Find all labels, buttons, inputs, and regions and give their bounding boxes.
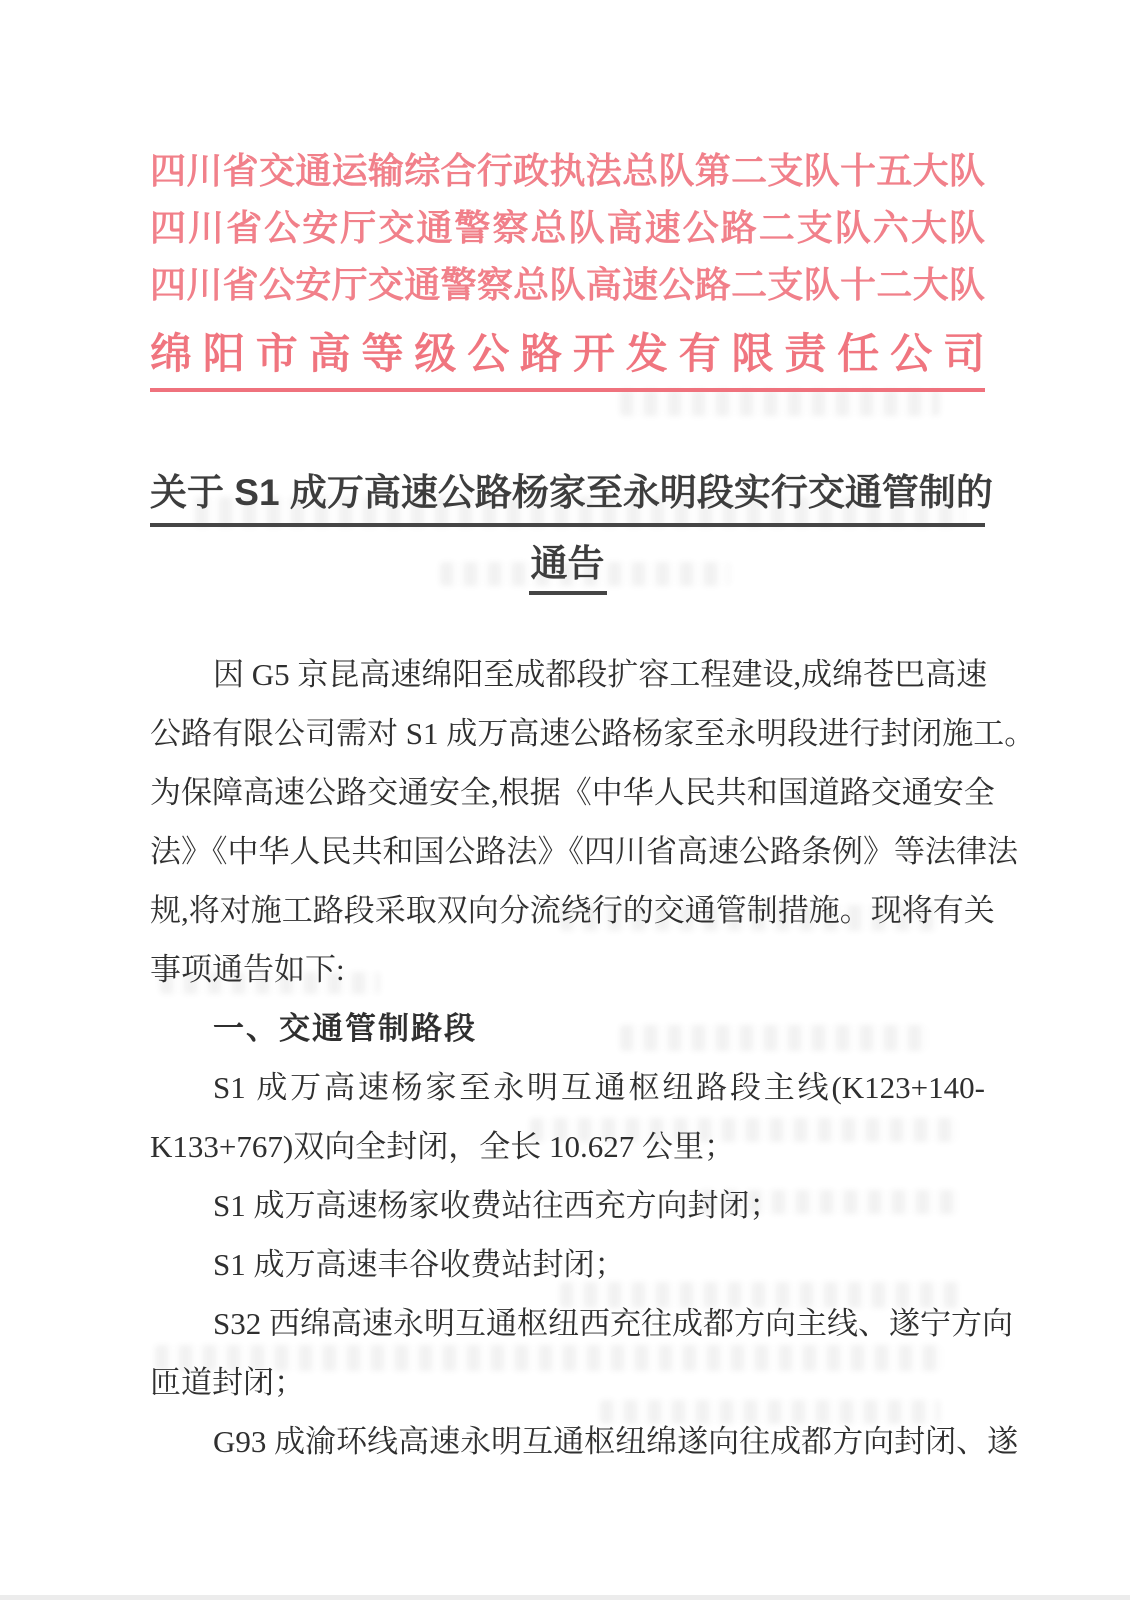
letterhead bbox=[150, 142, 985, 392]
body-line: S1 成万高速杨家至永明互通枢纽路段主线(K123+140- bbox=[213, 1070, 985, 1105]
agency-line-3: 四川省公安厅交通警察总队高速公路二支队十二大队 bbox=[150, 264, 985, 305]
body-line: 规,将对施工路段采取双向分流绕行的交通管制措施。现将有关 bbox=[150, 893, 995, 928]
body-line: 因 G5 京昆高速绵阳至成都段扩容工程建设,成绵苍巴高速 bbox=[213, 657, 988, 692]
body-line: G93 成渝环线高速永明互通枢纽绵遂向往成都方向封闭、遂 bbox=[213, 1424, 1019, 1459]
notice-title-line-2: 通告 bbox=[529, 541, 607, 595]
notice-title-line-2-wrap bbox=[150, 541, 985, 595]
body-line: 公路有限公司需对 S1 成万高速公路杨家至永明段进行封闭施工。 bbox=[150, 716, 1036, 751]
body-line: 为保障高速公路交通安全,根据《中华人民共和国道路交通安全 bbox=[150, 775, 995, 810]
body-line: S32 西绵高速永明互通枢纽西充往成都方向主线、遂宁方向 bbox=[213, 1306, 1013, 1341]
notice-document bbox=[150, 142, 1036, 1471]
body-line: 法》《中华人民共和国公路法》《四川省高速公路条例》等法律法 bbox=[150, 834, 1018, 869]
body-line: S1 成万高速丰谷收费站封闭； bbox=[213, 1247, 626, 1282]
notice-title-line-1: 关于 S1 成万高速公路杨家至永明段实行交通管制的 bbox=[150, 470, 985, 527]
company-name: 绵阳市高等级公路开发有限责任公司 bbox=[150, 329, 985, 392]
section-heading: 一、交通管制路段 bbox=[213, 1011, 477, 1046]
notice-title bbox=[150, 470, 993, 595]
body-line: 事项通告如下: bbox=[150, 952, 345, 987]
body-line: 匝道封闭； bbox=[150, 1365, 305, 1400]
notice-body bbox=[150, 645, 1036, 1471]
body-line: K133+767)双向全封闭，全长 10.627 公里； bbox=[150, 1129, 735, 1164]
agency-line-2: 四川省公安厅交通警察总队高速公路二支队六大队 bbox=[150, 207, 985, 248]
body-line: S1 成万高速杨家收费站往西充方向封闭； bbox=[213, 1188, 781, 1223]
scan-page-edge bbox=[0, 1595, 1130, 1600]
agency-line-1: 四川省交通运输综合行政执法总队第二支队十五大队 bbox=[150, 150, 985, 191]
